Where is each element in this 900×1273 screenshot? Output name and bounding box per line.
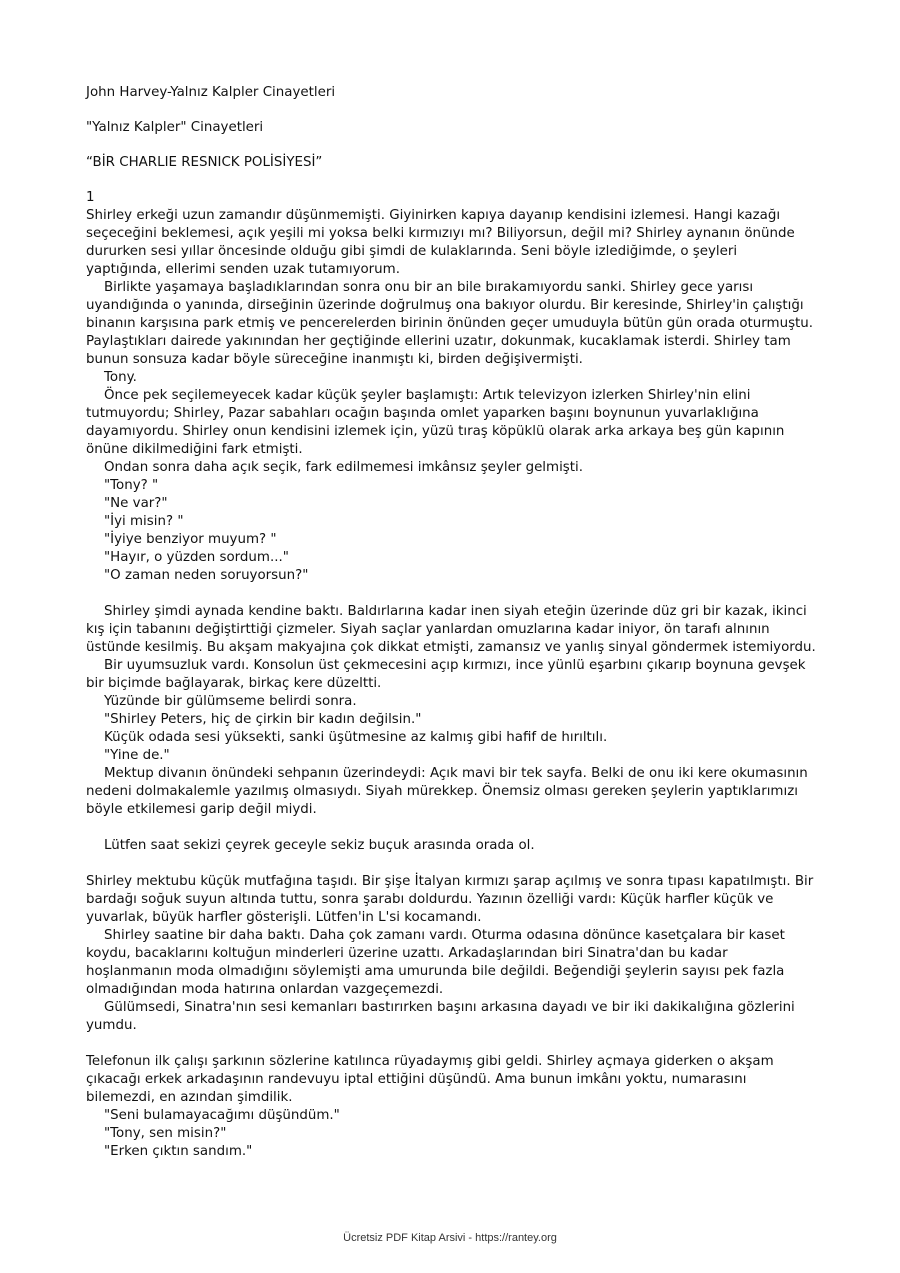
paragraph: "Yine de."	[104, 748, 170, 763]
book-title-line: John Harvey-Yalnız Kalpler Cinayetleri	[86, 85, 336, 100]
dialogue-line: "Erken çıktın sandım."	[104, 1144, 253, 1159]
paragraph: Gülümsedi, Sinatra'nın sesi kemanları bastırırken başını arkasına dayadı ve bir iki dakikalığına gözlerini yumdu.	[86, 1000, 795, 1033]
dialogue-line: "İyi misin? "	[104, 514, 184, 529]
dialogue-line: "Seni bulamayacağımı düşündüm."	[104, 1108, 340, 1123]
paragraph: "Shirley Peters, hiç de çirkin bir kadın değilsin."	[104, 712, 422, 727]
paragraph: Telefonun ilk çalışı şarkının sözlerine katılınca rüyadaymış gibi geldi. Shirley açmaya giderken o akşam çıkacağı erkek arkadaşının randevuyu iptal ettiğini düşündü. Ama bunun imkânı yoktu, numarasını bilemezdi, en azından şimdilik.	[86, 1054, 774, 1105]
paragraph: Shirley saatine bir daha baktı. Daha çok zamanı vardı. Oturma odasına dönünce kasetçalara bir kaset koydu, bacaklarını koltuğun minderleri üzerine uzattı. Arkadaşlarından biri Sinatra'dan bu kadar hoşlanmanın moda olmadığını söylemişti ama umurunda bile değildi. Beğendiği şeylerin sayısı pek fazla olmadığından moda hatırına onlardan vazgeçemezdi.	[86, 928, 785, 997]
paragraph: Mektup divanın önündeki sehpanın üzerindeydi: Açık mavi bir tek sayfa. Belki de onu iki kere okumasının nedeni dolmakalemle yazılmış olmasıydı. Siyah mürekkep. Önemsiz olması gereken şeylerin yaptıklarımızı böyle etkilemesi garip değil miydi.	[86, 766, 808, 817]
paragraph: Küçük odada sesi yüksekti, sanki üşütmesine az kalmış gibi hafif de hırıltılı.	[104, 730, 608, 745]
letter-quote: Lütfen saat sekizi çeyrek geceyle sekiz buçuk arasında orada ol.	[104, 838, 535, 853]
page-footer: Ücretsiz PDF Kitap Arsivi - https://rantey.org	[343, 1232, 557, 1244]
paragraph: Birlikte yaşamaya başladıklarından sonra onu bir an bile bırakamıyordu sanki. Shirley gece yarısı uyandığında o yanında, dirseğinin üzerinde doğrulmuş ona bakıyor olurdu. Bir keresinde, Shirley'in çalıştığı binanın karşısına park etmiş ve pencerelerden birinin önünden geçer umuduyla bütün gün orada oturmuştu. Paylaştıkları dairede yakınından her geçtiğinde ellerini uzatır, dokunmak, kucaklamak isterdi. Shirley tam bunun sonsuza kadar böyle süreceğine inanmıştı ki, birden değişivermişti.	[86, 280, 814, 367]
dialogue-line: "İyiye benziyor muyum? "	[104, 532, 277, 547]
book-subtitle-line: "Yalnız Kalpler" Cinayetleri	[86, 120, 264, 135]
chapter-number: 1	[86, 190, 95, 205]
paragraph: Önce pek seçilemeyecek kadar küçük şeyler başlamıştı: Artık televizyon izlerken Shirley'nin elini tutmuyordu; Shirley, Pazar sabahları ocağın başında omlet yaparken başını boynunun yuvarlaklığına dayamıyordu. Shirley onun kendisini izlemek için, yüzü tıraş köpüklü olarak arka arkaya beş gün kapının önüne dikilmediğini fark etmişti.	[86, 388, 785, 457]
paragraph: Yüzünde bir gülümseme belirdi sonra.	[104, 694, 357, 709]
dialogue-line: "O zaman neden soruyorsun?"	[104, 568, 309, 583]
paragraph: Shirley mektubu küçük mutfağına taşıdı. Bir şişe İtalyan kırmızı şarap açılmış ve sonra tıpası kapatılmıştı. Bir bardağı soğuk suyun altında tuttu, sonra şarabı doldurdu. Yazının özelliği vardı: Küçük harfler küçük ve yuvarlak, büyük harfler gösterişli. Lütfen'in L'si kocamandı.	[86, 874, 814, 925]
paragraph: Shirley şimdi aynada kendine baktı. Baldırlarına kadar inen siyah eteğin üzerinde düz gri bir kazak, ikinci kış için tabanını değiştirttiği çizmeler. Siyah saçlar yanlardan omuzlarına kadar iniyor, ön tarafı alnının üstünde kesilmiş. Bu akşam makyajına çok dikkat etmişti, zamansız ve yanlış sinyal göndermek istemiyordu.	[86, 604, 816, 655]
paragraph: Bir uyumsuzluk vardı. Konsolun üst çekmecesini açıp kırmızı, ince yünlü eşarbını çıkarıp boynuna gevşek bir biçimde bağlayarak, birkaç kere düzeltti.	[86, 658, 806, 691]
paragraph: Ondan sonra daha açık seçik, fark edilmemesi imkânsız şeyler gelmişti.	[104, 460, 583, 475]
dialogue-line: "Hayır, o yüzden sordum..."	[104, 550, 289, 565]
dialogue-line: "Ne var?"	[104, 496, 168, 511]
dialogue-line: "Tony? "	[104, 478, 159, 493]
series-title-line: “BİR CHARLIE RESNICK POLİSİYESİ”	[86, 155, 323, 170]
paragraph: Tony.	[104, 370, 137, 385]
dialogue-line: "Tony, sen misin?"	[104, 1126, 227, 1141]
paragraph: Shirley erkeği uzun zamandır düşünmemişti. Giyinirken kapıya dayanıp kendisini izlemesi. Hangi kazağı seçeceğini beklemesi, açık yeşili mi yoksa belki kırmızıyı mı? Biliyorsun, değil mi? Shirley aynanın önünde dururken sesi yıllar öncesinde olduğu gibi şimdi de kulaklarında. Seni böyle izlediğimde, o şeyleri yaptığında, ellerimi senden uzak tutamıyorum.	[86, 208, 795, 277]
document-page	[86, 84, 816, 1161]
